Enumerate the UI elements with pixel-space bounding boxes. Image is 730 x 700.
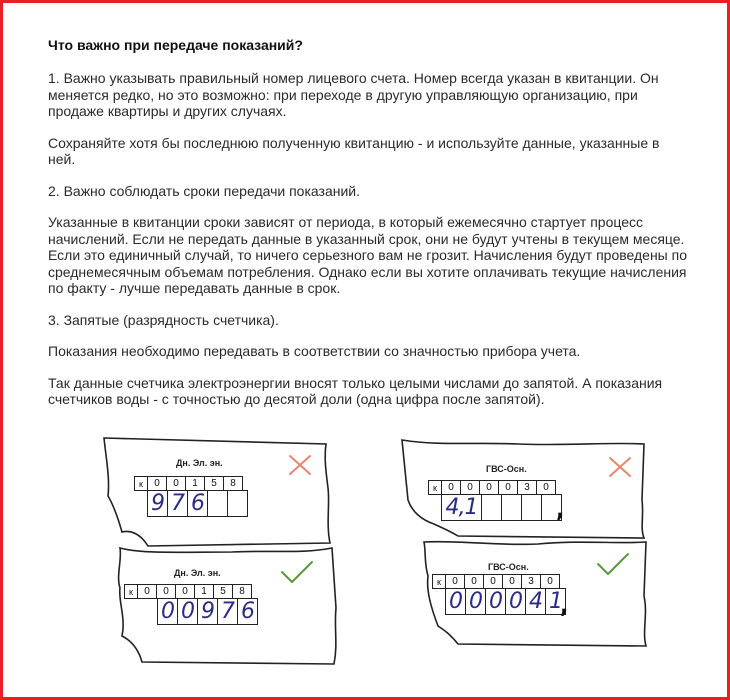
entry-digit: 9 — [147, 490, 168, 517]
meter-digit: 0 — [175, 584, 195, 599]
meter-digit: к — [134, 476, 148, 491]
paragraph-digit-capacity: Показания необходимо передавать в соответствии со значностью прибора учета. — [48, 343, 581, 359]
article — [48, 36, 688, 423]
meter-digit: 0 — [502, 574, 522, 589]
meter-digit: 0 — [540, 574, 560, 589]
cross-icon — [288, 454, 312, 476]
entry-digit: 0 — [157, 598, 178, 625]
meter-digit: 0 — [166, 476, 186, 491]
article-title: Что важно при передаче показаний? — [48, 37, 303, 53]
entry-digit: 4 — [525, 588, 546, 615]
meter-digit: 8 — [232, 584, 252, 599]
paragraph-keep-receipt: Сохраняйте хотя бы последнюю полученную квитанцию - и используйте данные, указанные в ней. — [48, 134, 660, 167]
meter-digit: 5 — [213, 584, 233, 599]
meter-label: Дн. Эл. эн. — [174, 568, 221, 578]
meter-digit: 0 — [137, 584, 157, 599]
meter-digit: 0 — [483, 574, 503, 589]
meter-digit: к — [124, 584, 138, 599]
meter-digit: 0 — [460, 480, 480, 495]
meter-entry-row — [441, 494, 561, 521]
meter-digit: 0 — [147, 476, 167, 491]
meter-digit: 0 — [441, 480, 461, 495]
entry-digit: 9 — [197, 598, 218, 625]
entry-digit — [207, 490, 228, 517]
meter-digit: 1 — [194, 584, 214, 599]
meter-top-row — [432, 574, 559, 589]
meter-digit: 8 — [223, 476, 243, 491]
meter-entry-row — [147, 490, 247, 517]
entry-digit — [501, 494, 522, 521]
example-electricity-wrong — [100, 438, 340, 548]
paragraph-electricity-water: Так данные счетчика электроэнергии вносят только целыми числами до запятой. А показания счетчиков воды - с точностью до десятой доли (одна цифра после запятой). — [48, 374, 663, 407]
meter-digit: 0 — [479, 480, 499, 495]
check-icon — [596, 552, 630, 576]
entry-digit: 6 — [187, 490, 208, 517]
meter-digit: 0 — [498, 480, 518, 495]
decimal-comma: , — [556, 498, 565, 523]
meter-digit: 5 — [204, 476, 224, 491]
meter-digit: 3 — [517, 480, 537, 495]
entry-digit: 0 — [445, 588, 466, 615]
meter-digit: к — [428, 480, 442, 495]
paragraph-deadlines-heading: 2. Важно соблюдать сроки передачи показаний. — [48, 182, 360, 199]
meter-top-row — [134, 476, 242, 491]
paragraph-account-number: 1. Важно указывать правильный номер лицевого счета. Номер всегда указан в квитанции. Он меняется редко, но это возможно: при переходе в другую управляющую организацию, при продаже квартиры и других случаях. — [48, 70, 659, 119]
meter-digit: 0 — [156, 584, 176, 599]
meter-digit: 0 — [464, 574, 484, 589]
entry-digit: 6 — [237, 598, 258, 625]
entry-digit — [521, 494, 542, 521]
check-icon — [280, 560, 314, 584]
entry-digit: 7 — [217, 598, 238, 625]
example-water-wrong — [398, 440, 648, 540]
entry-digit: 7 — [167, 490, 188, 517]
meter-label: Дн. Эл. эн. — [176, 458, 223, 468]
entry-digit: 0 — [465, 588, 486, 615]
entry-digit: 0 — [485, 588, 506, 615]
meter-label: ГВС-Осн. — [486, 464, 527, 474]
meter-digit: 0 — [445, 574, 465, 589]
meter-digit: 3 — [521, 574, 541, 589]
entry-digit: 4,1 — [441, 494, 482, 521]
entry-digit: 0 — [177, 598, 198, 625]
entry-digit — [481, 494, 502, 521]
meter-digit: 0 — [536, 480, 556, 495]
entry-digit: 1 — [545, 588, 566, 615]
paragraph-deadlines: Указанные в квитанции сроки зависят от периода, в который ежемесячно стартует процесс начислений. Если не передать данные в указанный срок, они не будут учтены в текущем месяце. Если это единичный случай, то ничего серьезного вам не грозит. Начисления будут проведены по среднемесячным объемам потребления. Однако если вы хотите оплачивать текущие начисления по факту - лучше передавать данные в срок. — [48, 214, 687, 296]
meter-digit: к — [432, 574, 446, 589]
meter-top-row — [428, 480, 555, 495]
example-electricity-right — [112, 548, 342, 666]
meter-top-row — [124, 584, 251, 599]
meter-digit: 1 — [185, 476, 205, 491]
meter-entry-row — [157, 598, 257, 625]
cross-icon — [608, 456, 632, 478]
example-water-right — [418, 540, 650, 648]
paragraph-commas-heading: 3. Запятые (разрядность счетчика). — [48, 311, 279, 328]
decimal-comma: , — [560, 594, 569, 619]
meter-label: ГВС-Осн. — [488, 562, 529, 572]
entry-digit: 0 — [505, 588, 526, 615]
entry-digit — [227, 490, 248, 517]
meter-entry-row — [445, 588, 565, 615]
